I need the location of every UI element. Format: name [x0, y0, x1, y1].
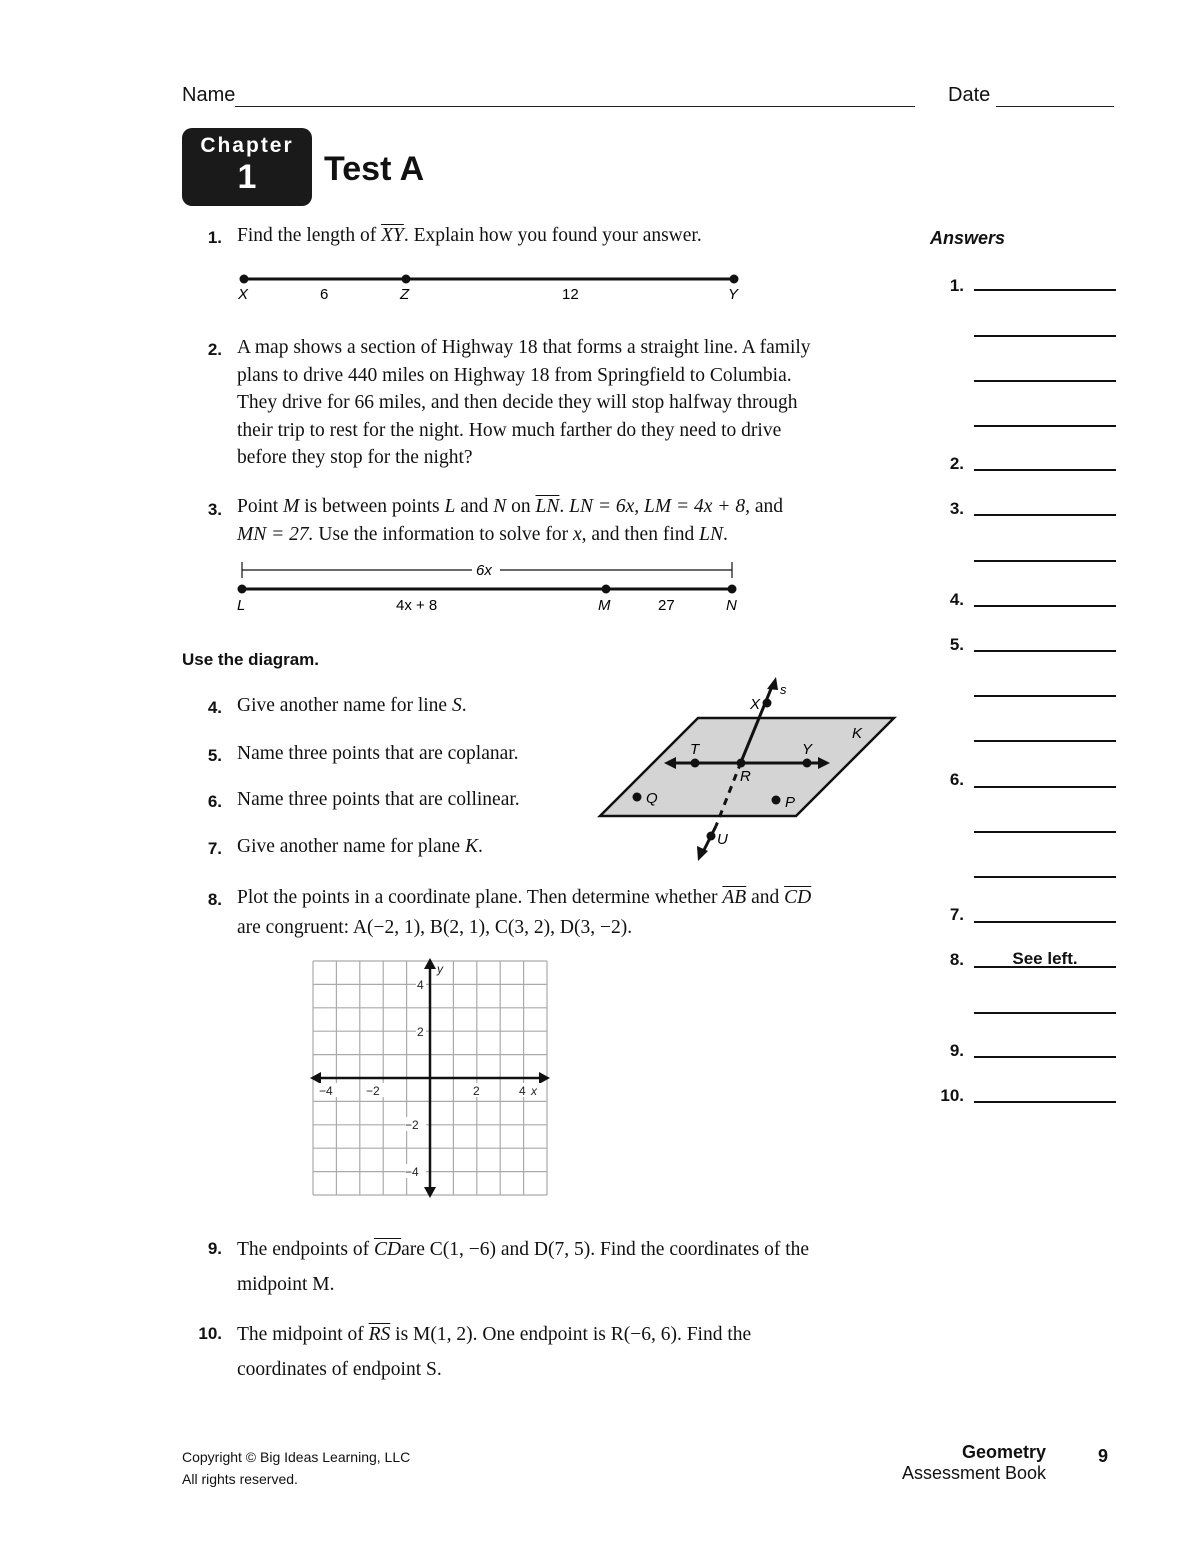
q10-line-1	[237, 1317, 751, 1352]
q3-segment: $\overline{LN}$	[535, 496, 560, 517]
q1-label-x: X	[238, 286, 249, 303]
q3-point-m	[602, 585, 611, 594]
q3-text	[237, 493, 783, 548]
answer-line-7[interactable]	[974, 921, 1116, 923]
q4-var: S	[451, 695, 462, 716]
answer-line-5[interactable]	[974, 650, 1116, 652]
book-subtitle: Assessment Book	[901, 1463, 1046, 1483]
q3-t6: N	[493, 496, 507, 517]
tick-y-2: 2	[417, 1025, 424, 1039]
q9-line-2: midpoint M.	[237, 1274, 335, 1295]
q10-text-mid: is M(1, 2). One endpoint is R(−6, 6). Find the	[390, 1324, 752, 1345]
label-r: R	[740, 768, 751, 785]
label-y: Y	[802, 741, 813, 758]
q8-line-2: are congruent: A(−2, 1), B(2, 1), C(3, 2), D(3, −2).	[237, 916, 633, 938]
answer-line-1[interactable]	[974, 289, 1116, 291]
name-label: Name	[182, 84, 236, 106]
q1-point-z	[402, 275, 411, 284]
q1-point-y	[730, 275, 739, 284]
answer-line-4[interactable]	[974, 605, 1116, 607]
q7-text-post: .	[477, 836, 483, 857]
q8-segment-cd: $\overline{CD}$	[784, 887, 812, 908]
footer-book	[860, 1442, 1046, 1484]
rights-text: All rights reserved.	[182, 1471, 298, 1487]
date-label: Date	[948, 84, 991, 106]
point-y	[803, 759, 812, 768]
q2-line-5: before they stop for the night?	[237, 447, 473, 468]
q2-line-4: their trip to rest for the night. How much farther do they need to drive	[237, 419, 782, 441]
q1-label-z: Z	[400, 286, 410, 303]
tick-y-neg4: −4	[405, 1165, 419, 1179]
coordinate-grid[interactable]	[308, 956, 554, 1200]
y-axis-label: y	[437, 962, 443, 976]
plane-k	[600, 718, 894, 816]
q10-text	[237, 1317, 751, 1387]
answer-num-4: 4.	[949, 590, 964, 609]
q7-number: 7.	[207, 839, 222, 858]
answer-line-10[interactable]	[974, 1101, 1116, 1103]
point-p	[772, 796, 781, 805]
q3-dim-label: 6x	[476, 562, 492, 579]
answer-line-1d[interactable]	[974, 425, 1116, 427]
q1-segment: $\overline{XY}$	[381, 225, 404, 246]
q3-segment-figure	[230, 558, 750, 618]
q1-segment-figure	[230, 268, 760, 308]
q8-text	[237, 884, 811, 941]
q1-length-zy: 12	[562, 286, 579, 303]
answer-num-5: 5.	[949, 635, 964, 654]
answer-line-2[interactable]	[974, 469, 1116, 471]
answer-8-text: See left.	[1012, 949, 1078, 968]
q3-label-n: N	[726, 597, 737, 614]
answer-line-8b[interactable]	[974, 1012, 1116, 1014]
date-field	[948, 84, 1114, 107]
q5-text: Name three points that are coplanar.	[237, 743, 519, 764]
y-axis-arrow-top	[424, 958, 436, 969]
q3-t1: Point	[237, 496, 284, 517]
line-s-arrow-top	[767, 677, 778, 690]
q7-text	[237, 833, 483, 861]
q3-length-mn: 27	[658, 597, 675, 614]
q8-segment-ab: $\overline{AB}$	[722, 887, 747, 908]
page-title: Test A	[324, 150, 425, 188]
q4-text	[237, 692, 467, 720]
footer-copyright	[182, 1446, 410, 1490]
q7-text-pre: Give another name for plane	[237, 836, 465, 857]
q3-line-1	[237, 493, 783, 521]
q5-number: 5.	[207, 746, 222, 765]
point-t	[691, 759, 700, 768]
answer-line-8[interactable]	[974, 966, 1116, 968]
q3-t11: x	[572, 523, 582, 545]
q1-text-pre: Find the length of	[237, 225, 382, 246]
label-t: T	[690, 741, 700, 758]
y-axis-arrow-bottom	[424, 1187, 436, 1198]
q1-length-xz: 6	[320, 286, 329, 303]
q7-var: K	[464, 836, 478, 857]
q3-equations: LN = 6x, LM = 4x + 8,	[569, 496, 750, 517]
q2-line-2: plans to drive 440 miles on Highway 18 from Springfield to Columbia.	[237, 364, 792, 386]
q1-text	[237, 222, 702, 250]
date-blank[interactable]	[996, 88, 1114, 107]
tick-x-neg2: −2	[366, 1084, 380, 1098]
tick-y-neg2: −2	[405, 1118, 419, 1132]
q3-point-n	[728, 585, 737, 594]
q8-line-1	[237, 884, 811, 912]
x-axis-arrow-left	[310, 1072, 321, 1084]
q10-line-2: coordinates of endpoint S.	[237, 1359, 442, 1380]
point-q	[633, 793, 642, 802]
label-x: X	[750, 696, 761, 713]
q3-t14: .	[722, 523, 728, 545]
q3-t12: , and then find	[581, 523, 700, 545]
x-axis-label: x	[531, 1084, 537, 1098]
q2-number: 2.	[207, 340, 222, 359]
q1-number: 1.	[207, 228, 222, 247]
answer-line-6[interactable]	[974, 786, 1116, 788]
answer-line-9[interactable]	[974, 1056, 1116, 1058]
point-r	[737, 759, 746, 768]
q10-number: 10.	[198, 1324, 222, 1343]
q3-t9: and	[749, 496, 783, 517]
page-number: 9	[1098, 1446, 1109, 1466]
answer-num-2: 2.	[949, 454, 964, 473]
answer-num-6: 6.	[949, 770, 964, 789]
tick-x-2: 2	[473, 1084, 480, 1098]
answer-line-1c[interactable]	[974, 380, 1116, 382]
q9-number: 9.	[207, 1239, 222, 1258]
plane-diagram	[590, 676, 900, 866]
answer-num-10: 10.	[940, 1086, 964, 1105]
chapter-badge	[182, 128, 312, 206]
q8-number: 8.	[207, 890, 222, 909]
q1-label-y: Y	[728, 286, 739, 303]
q3-t4: L	[444, 496, 456, 517]
q3-number: 3.	[207, 500, 222, 519]
answer-num-9: 9.	[949, 1041, 964, 1060]
q4-text-post: .	[461, 695, 467, 716]
answer-line-3[interactable]	[974, 514, 1116, 516]
chapter-word: Chapter	[200, 134, 294, 157]
chapter-number: 1	[237, 158, 257, 196]
q3-label-l: L	[237, 597, 246, 614]
copyright-text: Copyright © Big Ideas Learning, LLC	[182, 1449, 411, 1465]
q2-line-3: They drive for 66 miles, and then decide they will stop halfway through	[237, 392, 798, 413]
label-q: Q	[646, 790, 658, 807]
tick-y-4: 4	[417, 978, 424, 992]
q8-text-pre: Plot the points in a coordinate plane. Then determine whether	[237, 887, 723, 908]
answer-line-6c[interactable]	[974, 876, 1116, 878]
q2-line-1: A map shows a section of Highway 18 that forms a straight line. A family	[237, 337, 811, 358]
q9-line-1	[237, 1232, 809, 1267]
q3-t2: M	[283, 496, 300, 517]
answer-num-3: 3.	[949, 499, 964, 518]
q10-segment: $\overline{RS}$	[368, 1324, 391, 1345]
answer-num-8: 8.	[949, 950, 964, 969]
q3-length-lm: 4x + 8	[396, 597, 438, 614]
q3-label-m: M	[598, 597, 611, 614]
q3-t7: on	[506, 496, 536, 517]
q9-segment: $\overline{CD}$	[374, 1239, 402, 1260]
q3-equation-mn: MN = 27.	[237, 523, 314, 545]
q3-t5: and	[455, 496, 494, 517]
q9-text	[237, 1232, 809, 1302]
q9-text-pre: The endpoints of	[237, 1239, 375, 1260]
section-label: Use the diagram.	[182, 650, 319, 669]
answer-num-7: 7.	[949, 905, 964, 924]
answer-line-5b[interactable]	[974, 695, 1116, 697]
name-field	[182, 84, 915, 107]
q3-t10: Use the information to solve for	[313, 523, 573, 545]
q9-text-mid: are C(1, −6) and D(7, 5). Find the coordinates of the	[401, 1239, 810, 1260]
answer-line-3b[interactable]	[974, 560, 1116, 562]
q3-line-2	[237, 521, 783, 549]
q10-text-pre: The midpoint of	[237, 1324, 369, 1345]
q3-point-l	[238, 585, 247, 594]
answer-line-5c[interactable]	[974, 740, 1116, 742]
point-u	[707, 832, 716, 841]
answer-line-1b[interactable]	[974, 335, 1116, 337]
q1-text-post: . Explain how you found your answer.	[403, 225, 702, 246]
x-axis-arrow-right	[539, 1072, 550, 1084]
q3-t13: LN	[699, 523, 723, 545]
answer-num-1: 1.	[949, 276, 964, 295]
q3-t8: .	[559, 496, 570, 517]
q1-point-x	[240, 275, 249, 284]
label-p: P	[785, 794, 796, 811]
label-s: s	[780, 682, 787, 697]
q6-text: Name three points that are collinear.	[237, 789, 520, 810]
q4-number: 4.	[207, 698, 222, 717]
label-u: U	[717, 831, 728, 848]
tick-x-4: 4	[519, 1084, 526, 1098]
q3-t3: is between points	[299, 496, 445, 517]
label-k: K	[852, 725, 863, 742]
book-title: Geometry	[961, 1442, 1046, 1462]
answers-title: Answers	[930, 228, 1006, 248]
q6-number: 6.	[207, 792, 222, 811]
q2-text	[237, 334, 811, 472]
name-blank[interactable]	[235, 88, 915, 107]
q8-and: and	[746, 887, 785, 908]
point-x	[763, 699, 772, 708]
q4-text-pre: Give another name for line	[237, 695, 452, 716]
answer-line-6b[interactable]	[974, 831, 1116, 833]
tick-x-neg4: −4	[319, 1084, 333, 1098]
